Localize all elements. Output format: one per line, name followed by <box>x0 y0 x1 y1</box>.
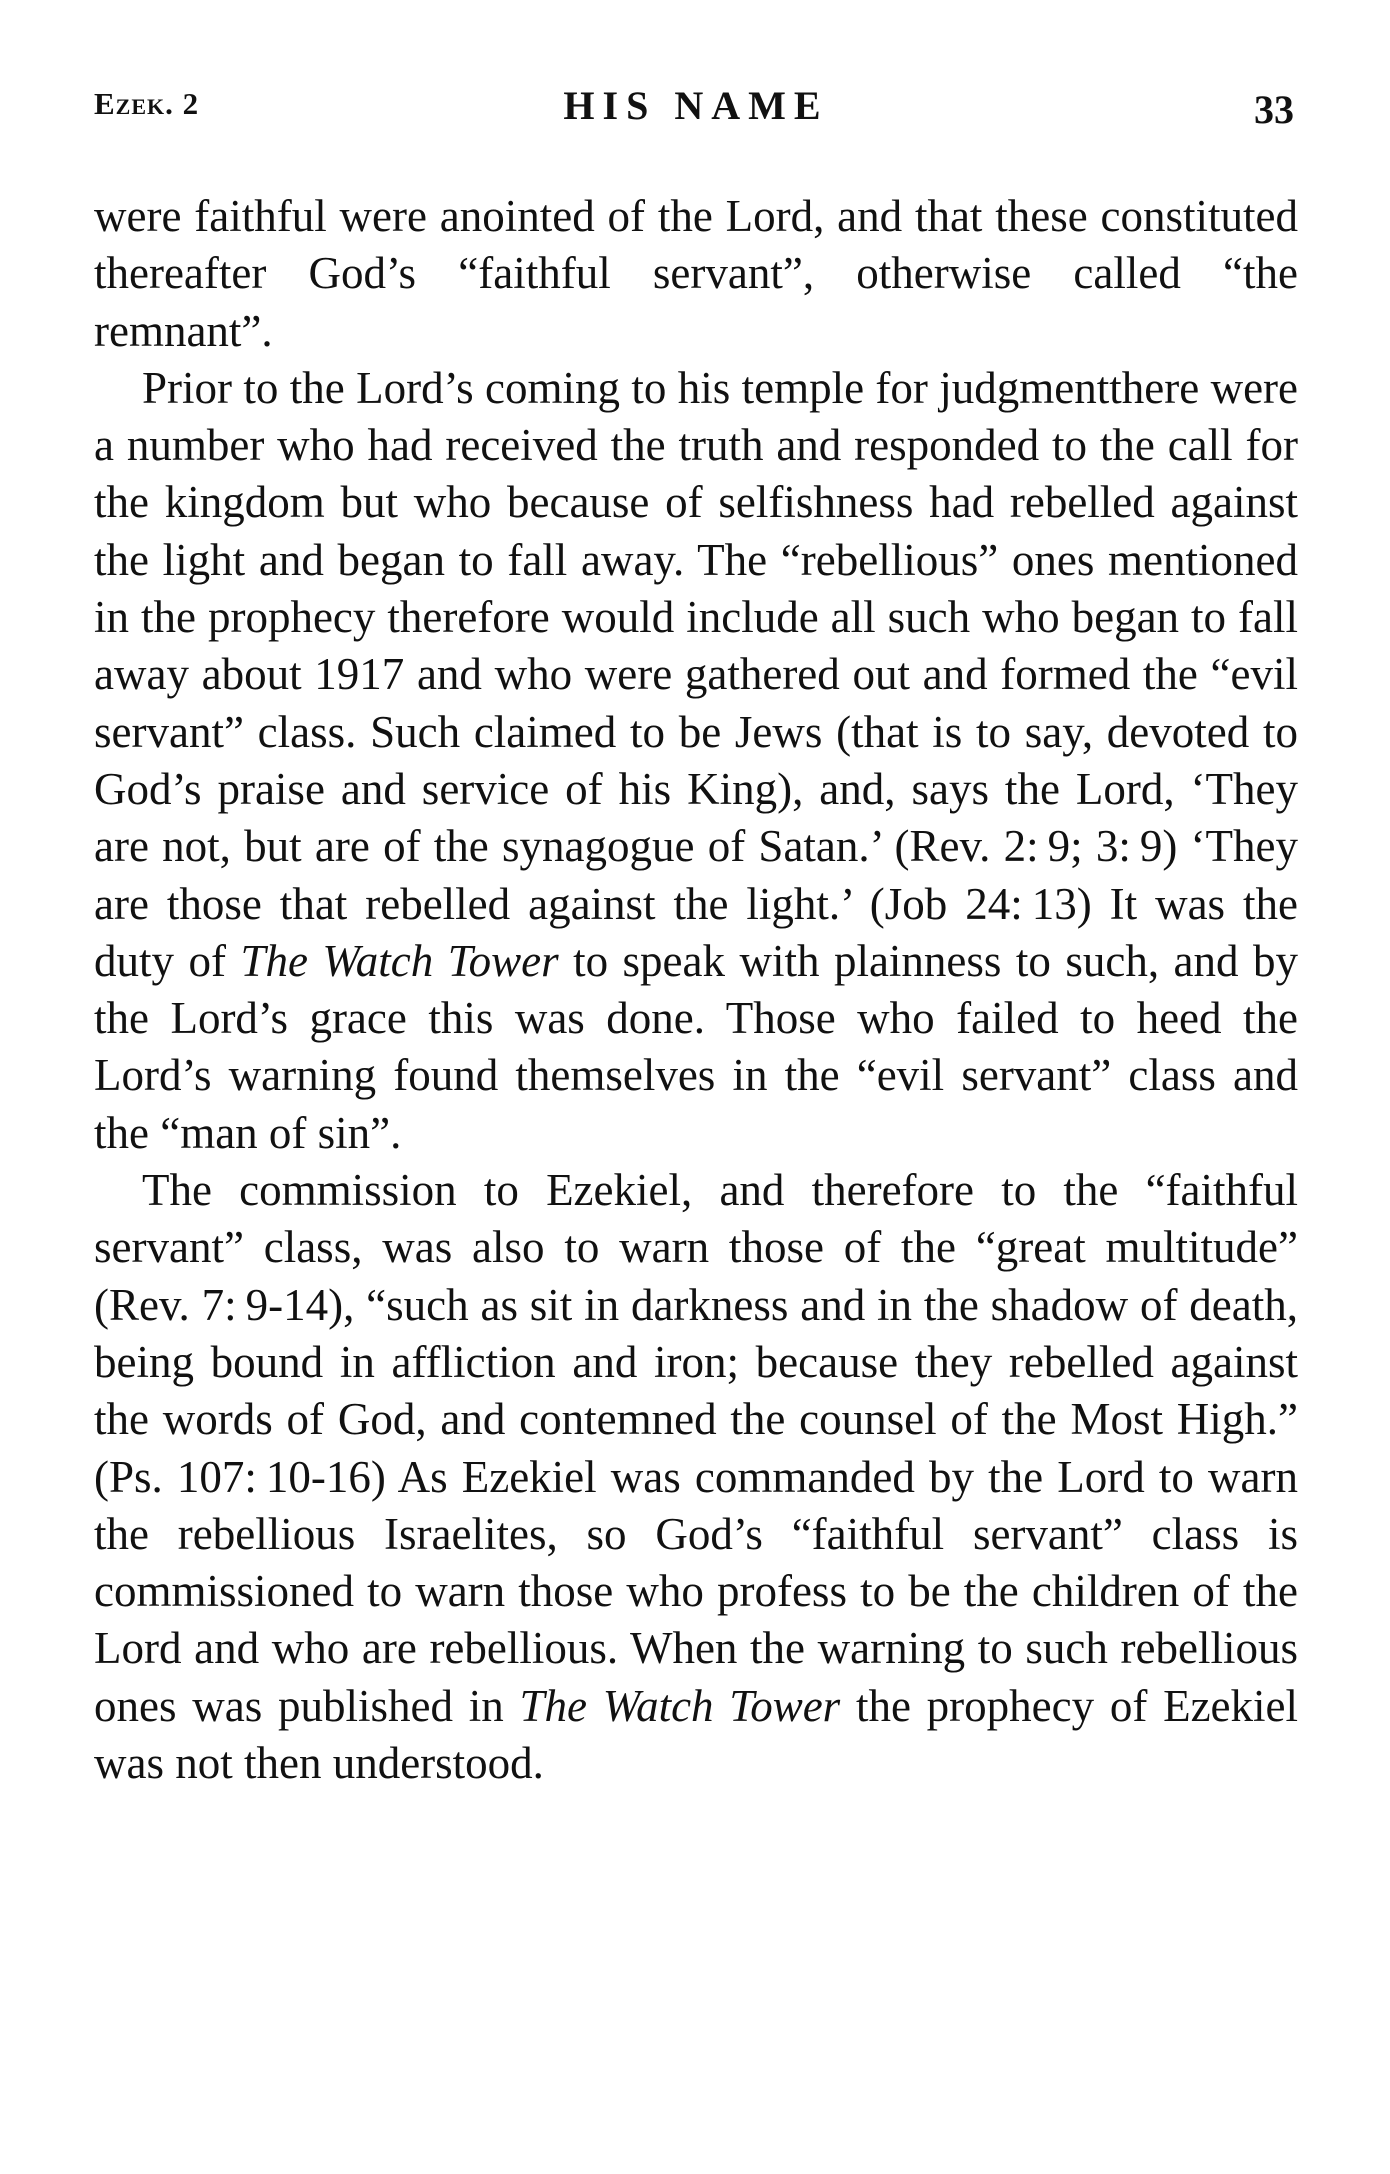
body-text <box>94 188 1298 1792</box>
paragraph-1 <box>94 188 1298 360</box>
paragraph-3 <box>94 1162 1298 1792</box>
paragraph-text: were faithful were anointed of the Lord, and that these constituted thereafter God’s “faithful servant”, otherwise called “the remnant”. <box>94 191 1298 356</box>
paragraph-text: The commission to Ezekiel, and therefore to the “faithful servant” class, was also to warn those of the “great multitude” (Rev. 7: 9-14), “such as sit in darkness and in the shadow of death, being bound in affliction and iron; because they rebelled against the words of God, and contemned the counsel of the Most High.” (Ps. 107: 10-16) As Ezekiel was commanded by the Lord to warn the rebellious Israelites, so God’s “faithful servant” class is commissioned to warn those who profess to be the children of the Lord and who are rebellious. When the warning to such rebellious ones was published in <box>94 1165 1298 1731</box>
book-page <box>94 80 1298 1792</box>
running-title: HIS NAME <box>563 83 829 128</box>
publication-title-italic: The Watch Tower <box>519 1680 841 1731</box>
paragraph-text: Prior to the Lord’s coming to his temple for judgmentthere were a number who had received the truth and responded to the call for the kingdom but who because of selfishness had rebelled against the light and began to fall away. The “rebellious” ones mentioned in the prophecy therefore would include all such who began to fall away about 1917 and who were gathered out and formed the “evil servant” class. Such claimed to be Jews (that is to say, devoted to God’s praise and service of his King), and, says the Lord, ‘They are not, but are of the synagogue of Satan.’ (Rev. 2: 9; 3: 9) ‘They are those that rebelled against the light.’ (Job 24: 13) It was the duty of <box>94 362 1298 986</box>
running-head <box>94 80 1298 140</box>
page-number: 33 <box>1254 87 1294 132</box>
publication-title-italic: The Watch Tower <box>240 935 559 986</box>
chapter-reference: Ezek. 2 <box>94 86 200 121</box>
paragraph-text: to speak with plainness to such, and by the Lord’s grace this was done. Those who failed to heed the Lord’s warning found themselves in the “evil servant” class and the “man of sin”. <box>94 935 1298 1158</box>
paragraph-2 <box>94 360 1298 1162</box>
paragraph-text: the prophecy of Ezekiel was not then understood. <box>94 1680 1299 1789</box>
